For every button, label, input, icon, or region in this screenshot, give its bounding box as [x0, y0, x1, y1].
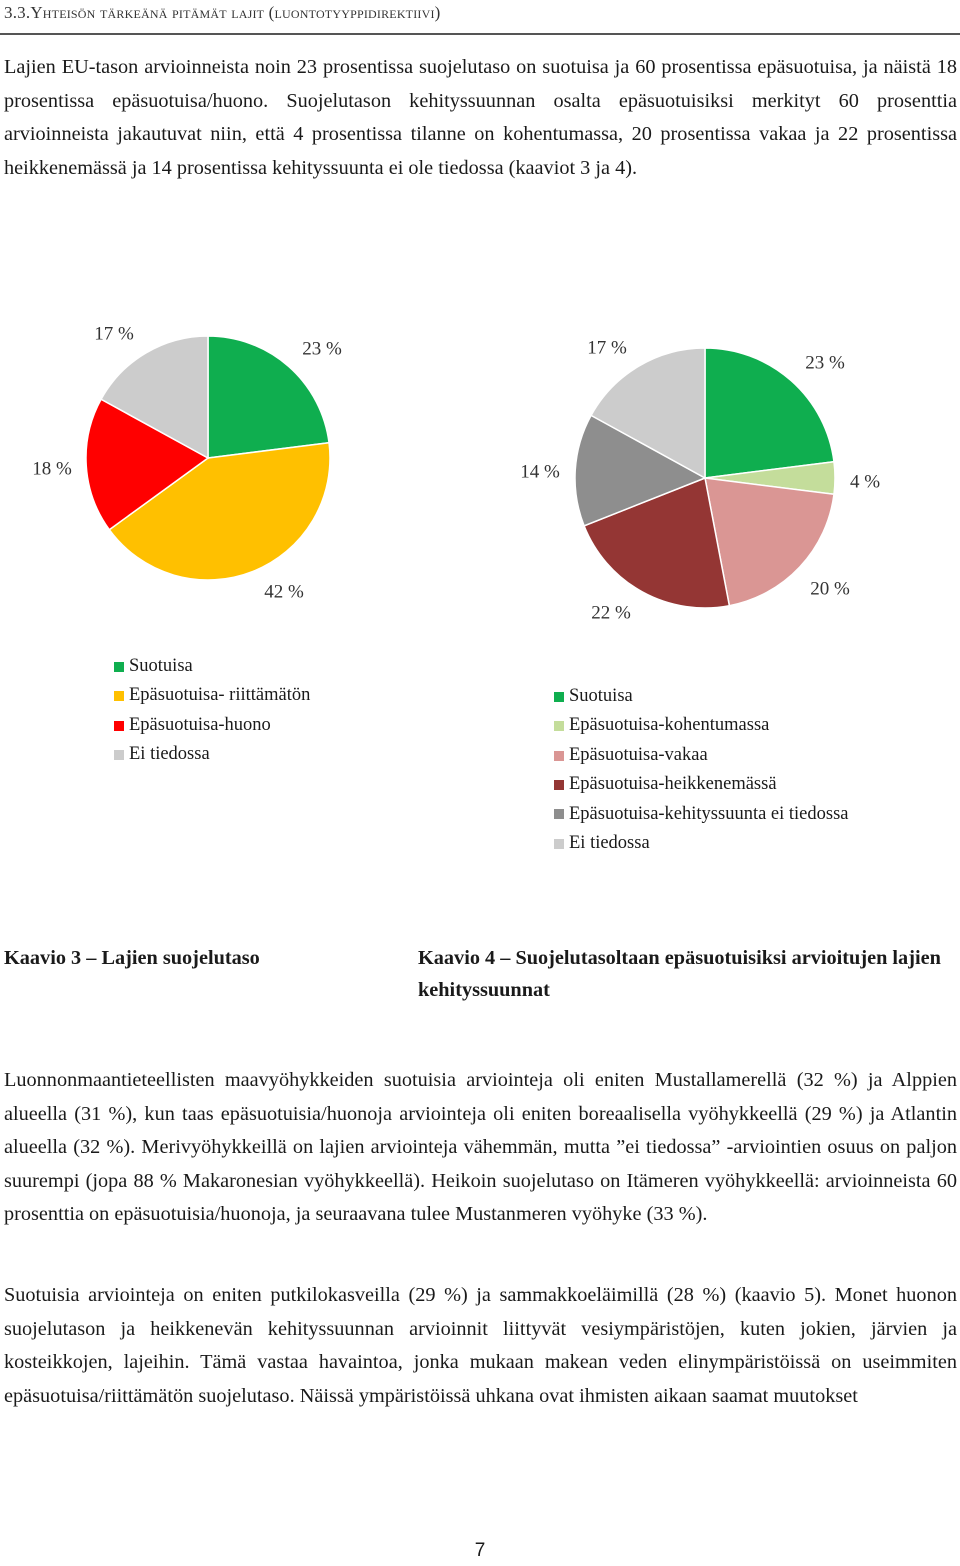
chart4-legend-label: Suotuisa: [569, 686, 633, 706]
chart4-legend-label: Epäsuotuisa-kehityssuunta ei tiedossa: [569, 803, 849, 824]
section-title: Yhteisön tärkeänä pitämät lajit (luontotyyppidirektiivi): [30, 3, 441, 22]
chart4-legend-swatch: [554, 692, 564, 702]
chart4-legend-item: [554, 682, 849, 711]
section-number: 3.3.: [4, 3, 31, 22]
chart3-legend-item: [114, 711, 310, 740]
chart4-legend-swatch: [554, 839, 564, 849]
chart4-legend-label: Epäsuotuisa-heikkenemässä: [569, 774, 777, 795]
chart4-legend-swatch: [554, 721, 564, 731]
chart4-data-label-3: 20 %: [810, 578, 850, 600]
chart4-caption: Kaavio 4 – Suojelutasoltaan epäsuotuisiksi arvioitujen lajien kehityssuunnat: [418, 947, 941, 1001]
chart4-legend-label: Epäsuotuisa-kohentumassa: [569, 715, 770, 736]
chart4-legend-item: [554, 829, 849, 858]
chart4-legend-label: Epäsuotuisa-vakaa: [569, 744, 708, 765]
chart3-legend-label: Suotuisa: [129, 656, 193, 676]
chart4-legend-item: [554, 770, 849, 799]
chart4-legend-swatch: [554, 780, 564, 790]
page-number: 7: [474, 1540, 486, 1561]
chart3-data-label-2: 42 %: [264, 581, 304, 603]
chart3-legend-swatch: [114, 721, 124, 731]
chart4-legend-item: [554, 800, 849, 829]
paragraph-intro: Lajien EU-tason arvioinneista noin 23 prosentissa suojelutaso on suotuisa ja 60 prosentissa epäsuotuisa, ja näistä 18 prosentissa epäsuotuisa/huono. Suojelutason kehityssuunnan osalta epäsuotuisiksi merkityt 60 prosenttia arvioinneista jakautuvat niin, että 4 prosentissa tilanne on kohentumassa, 20 prosentissa vakaa ja 22 prosentissa heikkenemässä ja 14 prosentissa kehityssuunta ei ole tiedossa (kaaviot 3 ja 4).: [4, 56, 957, 179]
chart4-data-label-1: 23 %: [805, 352, 845, 374]
pie-charts: [0, 300, 960, 640]
chart3-legend: [114, 652, 310, 770]
chart3-data-label-3: 18 %: [32, 458, 72, 480]
chart3-legend-item: [114, 652, 310, 681]
chart3-legend-item: [114, 740, 310, 769]
chart4-data-label-6: 17 %: [587, 337, 627, 359]
heading-rule: [0, 33, 960, 35]
chart3-data-label-1: 23 %: [302, 338, 342, 360]
chart3-legend-label: Ei tiedossa: [129, 744, 210, 765]
chart4-legend-item: [554, 741, 849, 770]
chart3-legend-label: Epäsuotuisa- riittämätön: [129, 685, 311, 706]
paragraph-groups: Suotuisia arviointeja on eniten putkilokasveilla (29 %) ja sammakkoeläimillä (28 %) (kaavio 5). Monet huonon suojelutason ja heikkenevän kehityssuunnan arvioinnit liittyvät vesiympäristöjen, kuten jokien, järvien ja kosteikkojen, lajeihin. Tämä vastaa havaintoa, jonka mukaan makean veden elinympäristöissä on useimmiten epäsuotuisa/riittämätön suojelutaso. Näissä ympäristöissä uhkana ovat ihmisten aikaan saamat muutokset: [4, 1284, 957, 1407]
chart4-data-label-2: 4 %: [849, 471, 881, 493]
chart3-legend-label: Epäsuotuisa-huono: [129, 714, 271, 735]
chart4-legend: [554, 682, 849, 858]
chart4-legend-item: [554, 711, 849, 740]
chart3-data-label-4: 17 %: [94, 323, 134, 345]
chart4-legend-label: Ei tiedossa: [569, 833, 650, 854]
chart3-legend-swatch: [114, 750, 124, 760]
chart3-legend-item: [114, 681, 310, 710]
chart3-caption: Kaavio 3 – Lajien suojelutaso: [4, 947, 260, 969]
chart3-legend-swatch: [114, 662, 124, 672]
chart4-legend-swatch: [554, 809, 564, 819]
chart4-legend-swatch: [554, 751, 564, 761]
chart3-legend-swatch: [114, 691, 124, 701]
paragraph-zones: Luonnonmaantieteellisten maavyöhykkeiden suotuisia arviointeja oli eniten Mustallamerellä (32 %) ja Alppien alueella (31 %), kun taas epäsuotuisia/huonoja arviointeja oli eniten boreaalisella vyöhykkeellä (29 %) ja Atlantin alueella (32 %). Merivyöhykkeillä on lajien arviointeja vähemmän, mutta ”ei tiedossa” -arviointien osuus on paljon suurempi (jopa 88 % Makaronesian vyöhykkeellä). Heikoin suojelutaso on Itämeren vyöhykkeellä: arvioinneista 60 prosenttia on epäsuotuisia/huonoja, ja seuraavana tulee Mustanmeren vyöhyke (33 %).: [4, 1069, 957, 1226]
section-heading: [4, 3, 441, 23]
chart4-data-label-5: 14 %: [520, 461, 560, 483]
chart4-data-label-4: 22 %: [591, 602, 631, 624]
